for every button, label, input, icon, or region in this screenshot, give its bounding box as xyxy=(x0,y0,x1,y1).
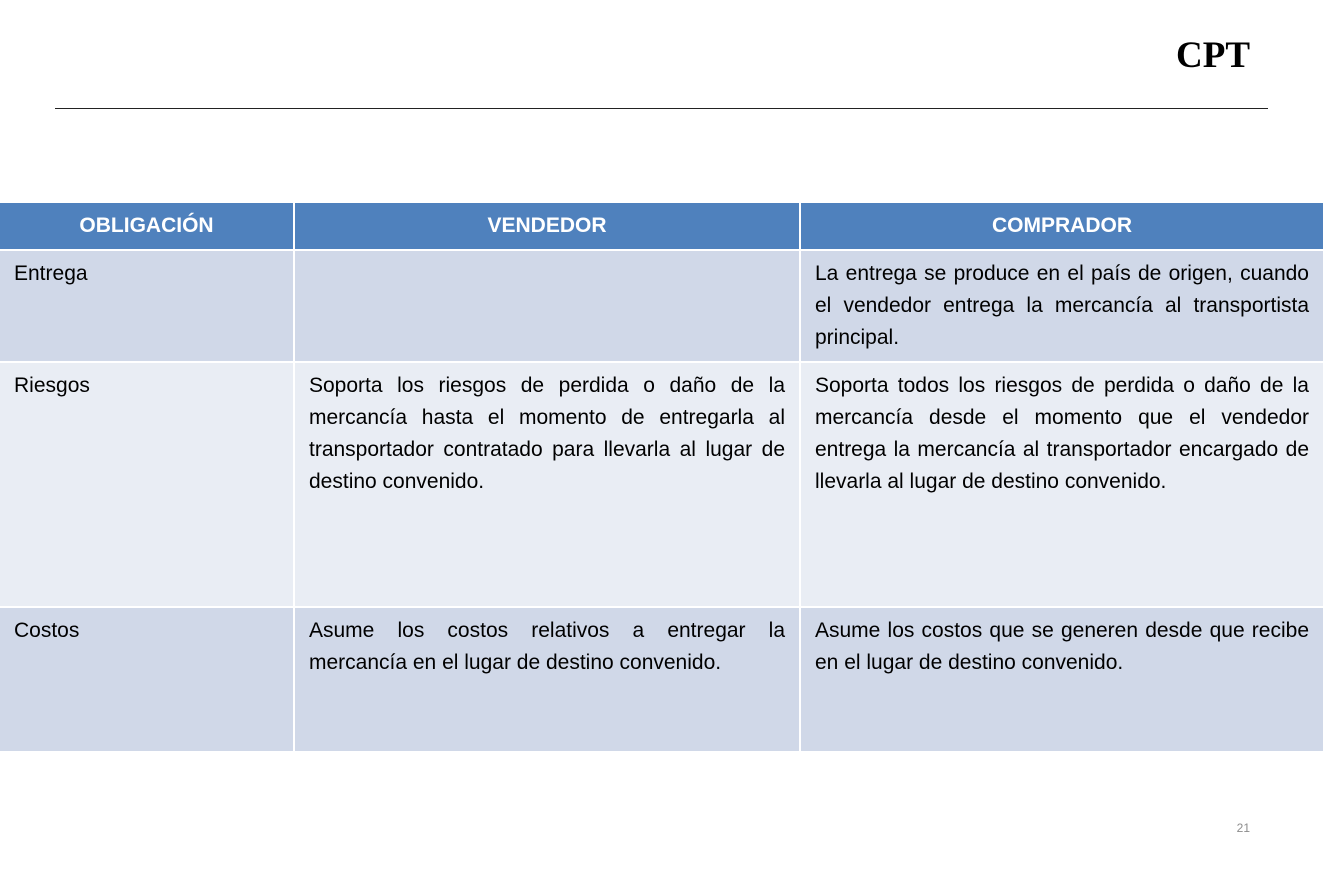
cell-obligacion: Entrega xyxy=(0,250,294,362)
cell-vendedor xyxy=(294,250,800,362)
table-row xyxy=(0,250,1323,362)
header-comprador: COMPRADOR xyxy=(800,203,1323,250)
cell-comprador: Soporta todos los riesgos de perdida o daño de la mercancía desde el momento que el vendedor entrega la mercancía al transportador encargado de llevarla al lugar de destino convenido. xyxy=(800,362,1323,607)
page-number: 21 xyxy=(1236,821,1250,835)
header-obligacion: OBLIGACIÓN xyxy=(0,203,294,250)
header-vendedor: VENDEDOR xyxy=(294,203,800,250)
incoterm-table-container xyxy=(0,203,1323,753)
cell-vendedor: Asume los costos relativos a entregar la mercancía en el lugar de destino convenido. xyxy=(294,607,800,752)
incoterm-obligations-table xyxy=(0,203,1323,753)
table-row xyxy=(0,607,1323,752)
table-row xyxy=(0,362,1323,607)
slide-title: CPT xyxy=(1176,35,1250,76)
cell-comprador: Asume los costos que se generen desde que recibe en el lugar de destino convenido. xyxy=(800,607,1323,752)
cell-obligacion: Costos xyxy=(0,607,294,752)
cell-obligacion: Riesgos xyxy=(0,362,294,607)
cell-vendedor: Soporta los riesgos de perdida o daño de la mercancía hasta el momento de entregarla al transportador contratado para llevarla al lugar de destino convenido. xyxy=(294,362,800,607)
title-divider xyxy=(55,108,1268,109)
table-header-row xyxy=(0,203,1323,250)
cell-comprador: La entrega se produce en el país de origen, cuando el vendedor entrega la mercancía al transportista principal. xyxy=(800,250,1323,362)
